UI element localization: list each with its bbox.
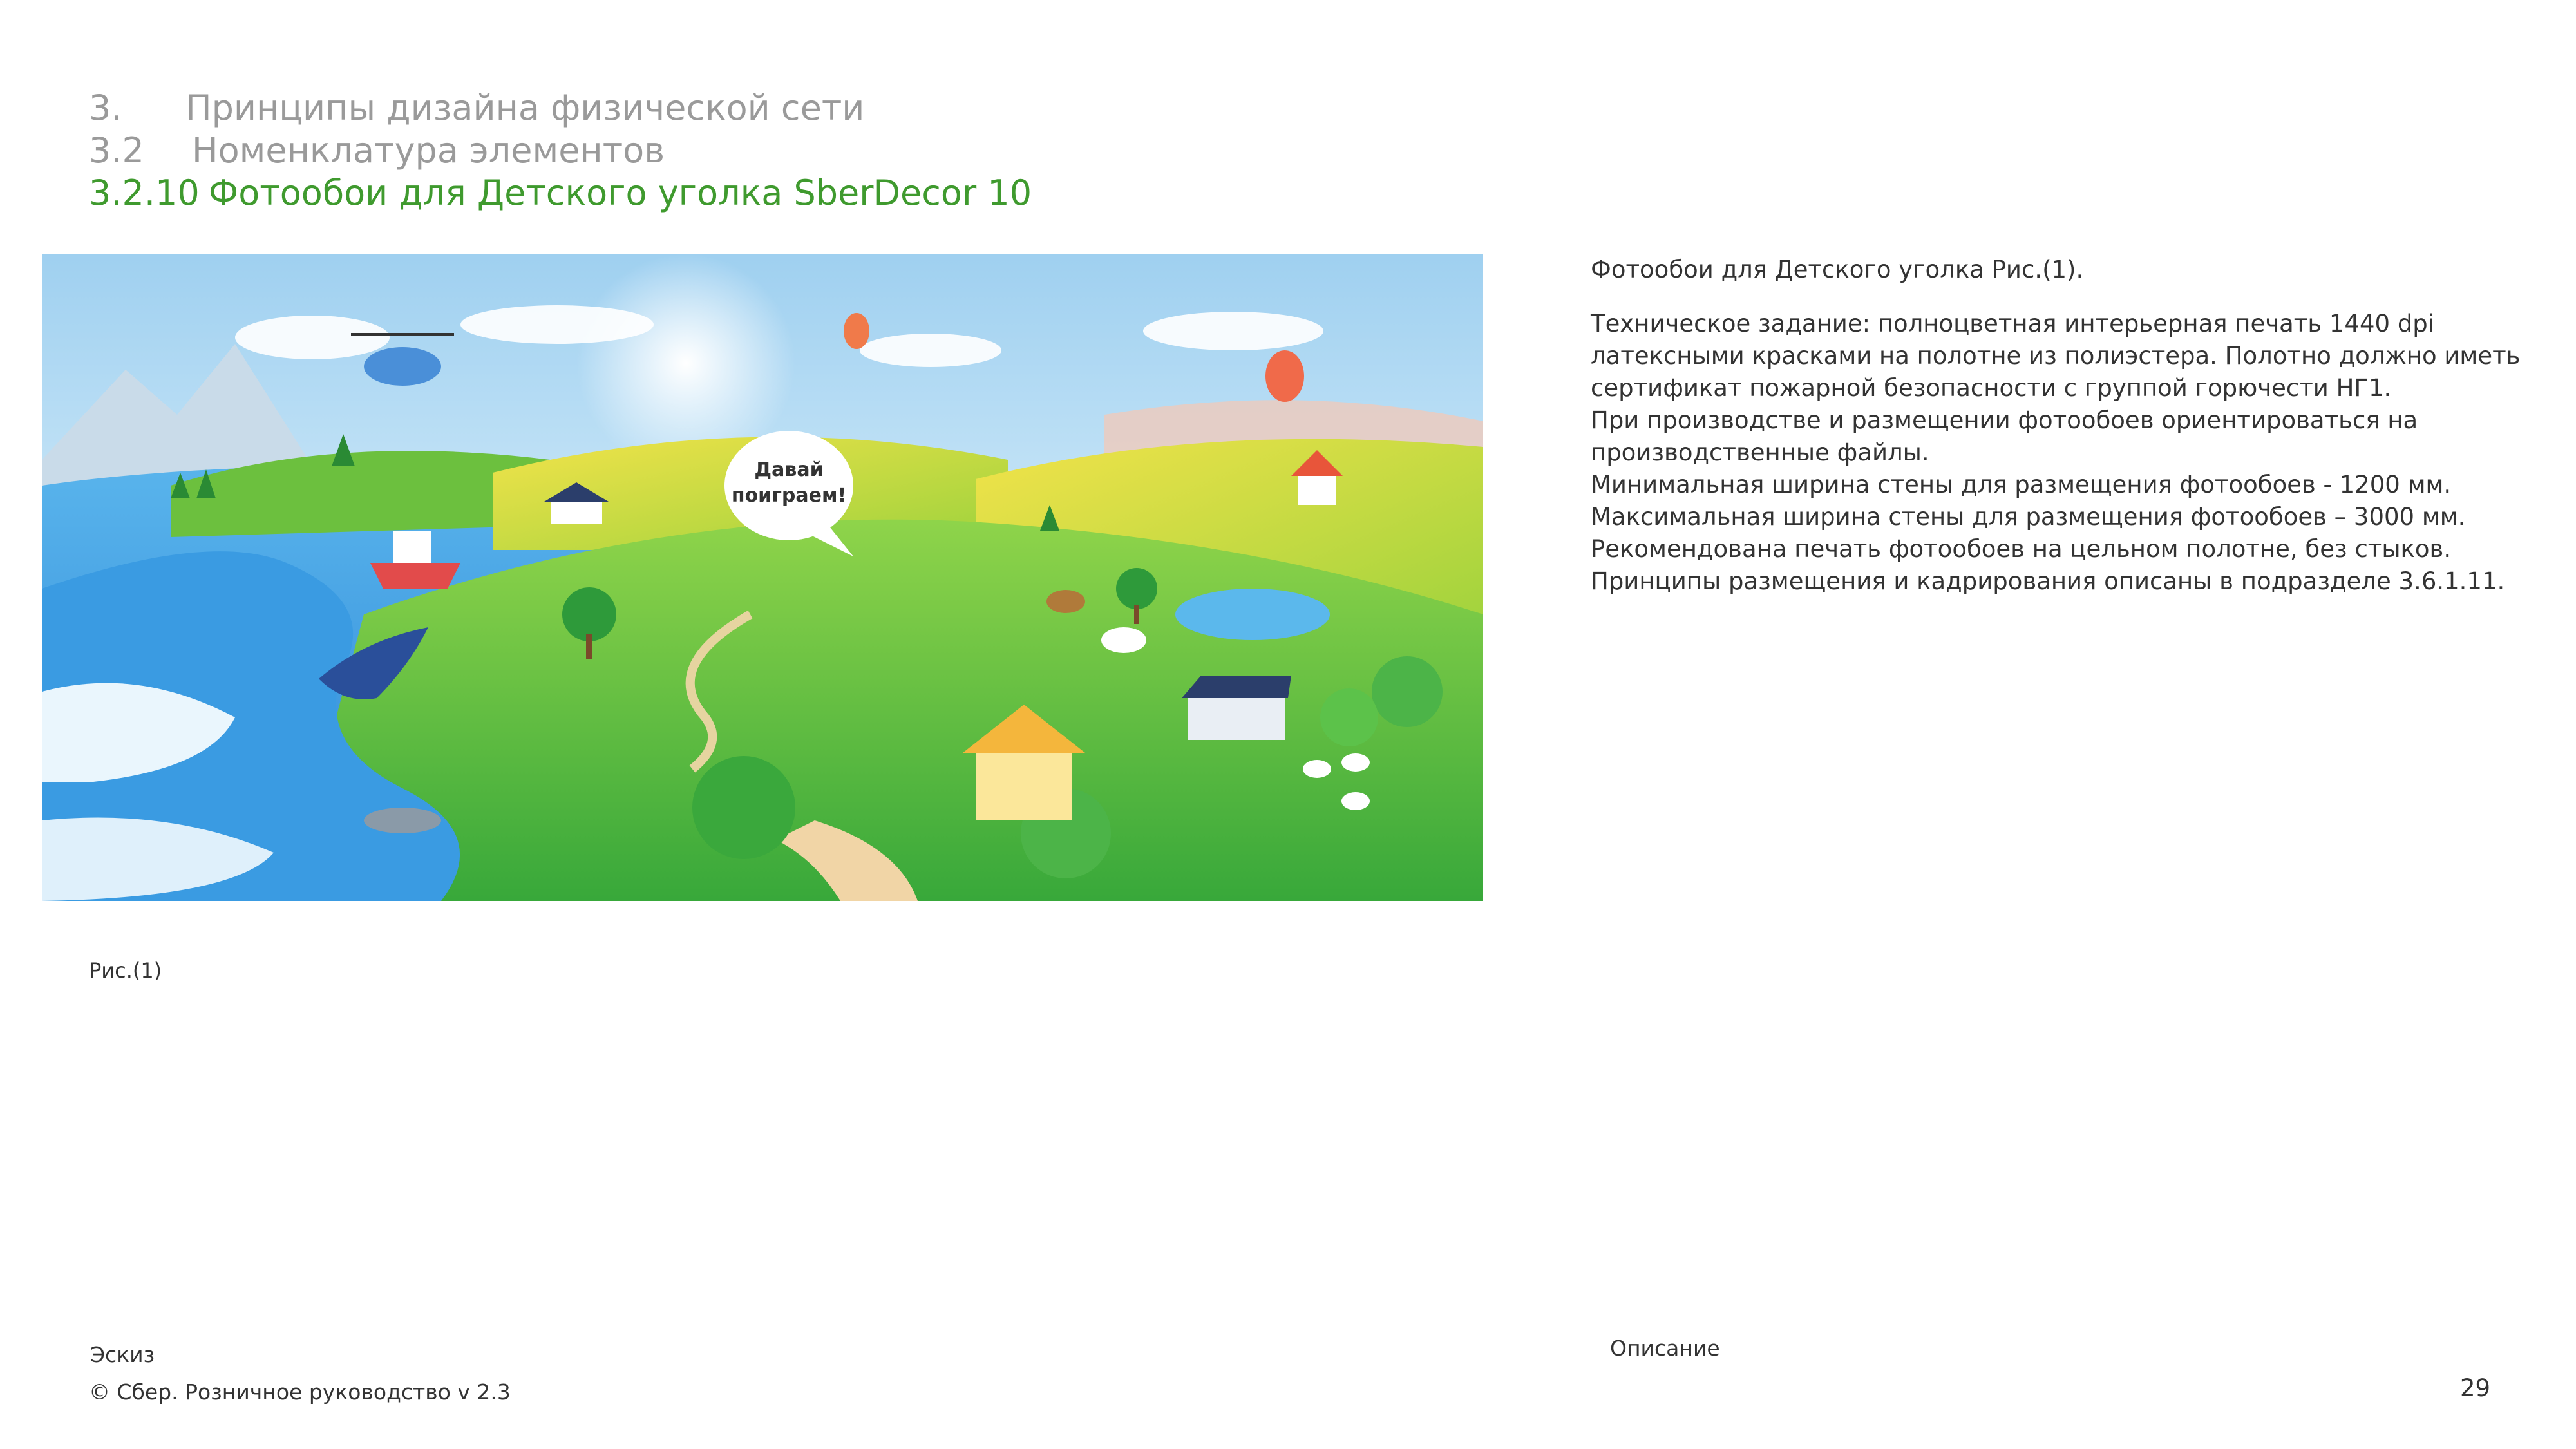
landscape-scene	[42, 254, 1483, 901]
description-paragraph: Рекомендована печать фотообоев на цельном полотне, без стыков.	[1591, 535, 2452, 563]
page-title	[89, 173, 1032, 213]
description-label: Описание	[1610, 1336, 1720, 1361]
copyright: © Сбер. Розничное руководство v 2.3	[89, 1379, 511, 1405]
speech-bubble-line1: Давай	[754, 459, 824, 481]
speech-bubble-line2: поиграем!	[731, 484, 847, 507]
page-number: 29	[2460, 1374, 2491, 1402]
description-title: Фотообои для Детского уголка Рис.(1).	[1591, 256, 2084, 283]
heading-subsection	[89, 130, 665, 171]
heading-section-title: Принципы дизайна физической сети	[185, 88, 865, 128]
wallpaper-illustration	[42, 254, 1483, 901]
description-paragraph: Максимальная ширина стены для размещения фотообоев – 3000 мм.	[1591, 503, 2466, 531]
pond	[1175, 589, 1330, 640]
heading-section-number: 3.	[89, 88, 122, 128]
description-body	[1591, 308, 2544, 598]
figure-caption: Рис.(1)	[89, 958, 162, 983]
description-paragraph: Техническое задание: полноцветная интерьерная печать 1440 dpi латексными красками на полотне из полиэстера. Полотно должно иметь сертификат пожарной безопасности с группой горючести НГ1.	[1591, 310, 2521, 402]
heading-subsection-title: Номенклатура элементов	[192, 130, 665, 171]
description-paragraph: При производстве и размещении фотообоев ориентироваться на производственные файлы.	[1591, 406, 2418, 466]
page-title-text: Фотообои для Детского уголка SberDecor 10	[208, 173, 1032, 213]
description-paragraph: Принципы размещения и кадрирования описаны в подразделе 3.6.1.11.	[1591, 567, 2505, 595]
heading-section	[89, 88, 864, 128]
heading-subsection-number: 3.2	[89, 130, 144, 171]
page-title-number: 3.2.10	[89, 173, 200, 213]
description-paragraph: Минимальная ширина стены для размещения фотообоев - 1200 мм.	[1591, 471, 2452, 498]
sketch-label: Эскиз	[90, 1342, 155, 1367]
